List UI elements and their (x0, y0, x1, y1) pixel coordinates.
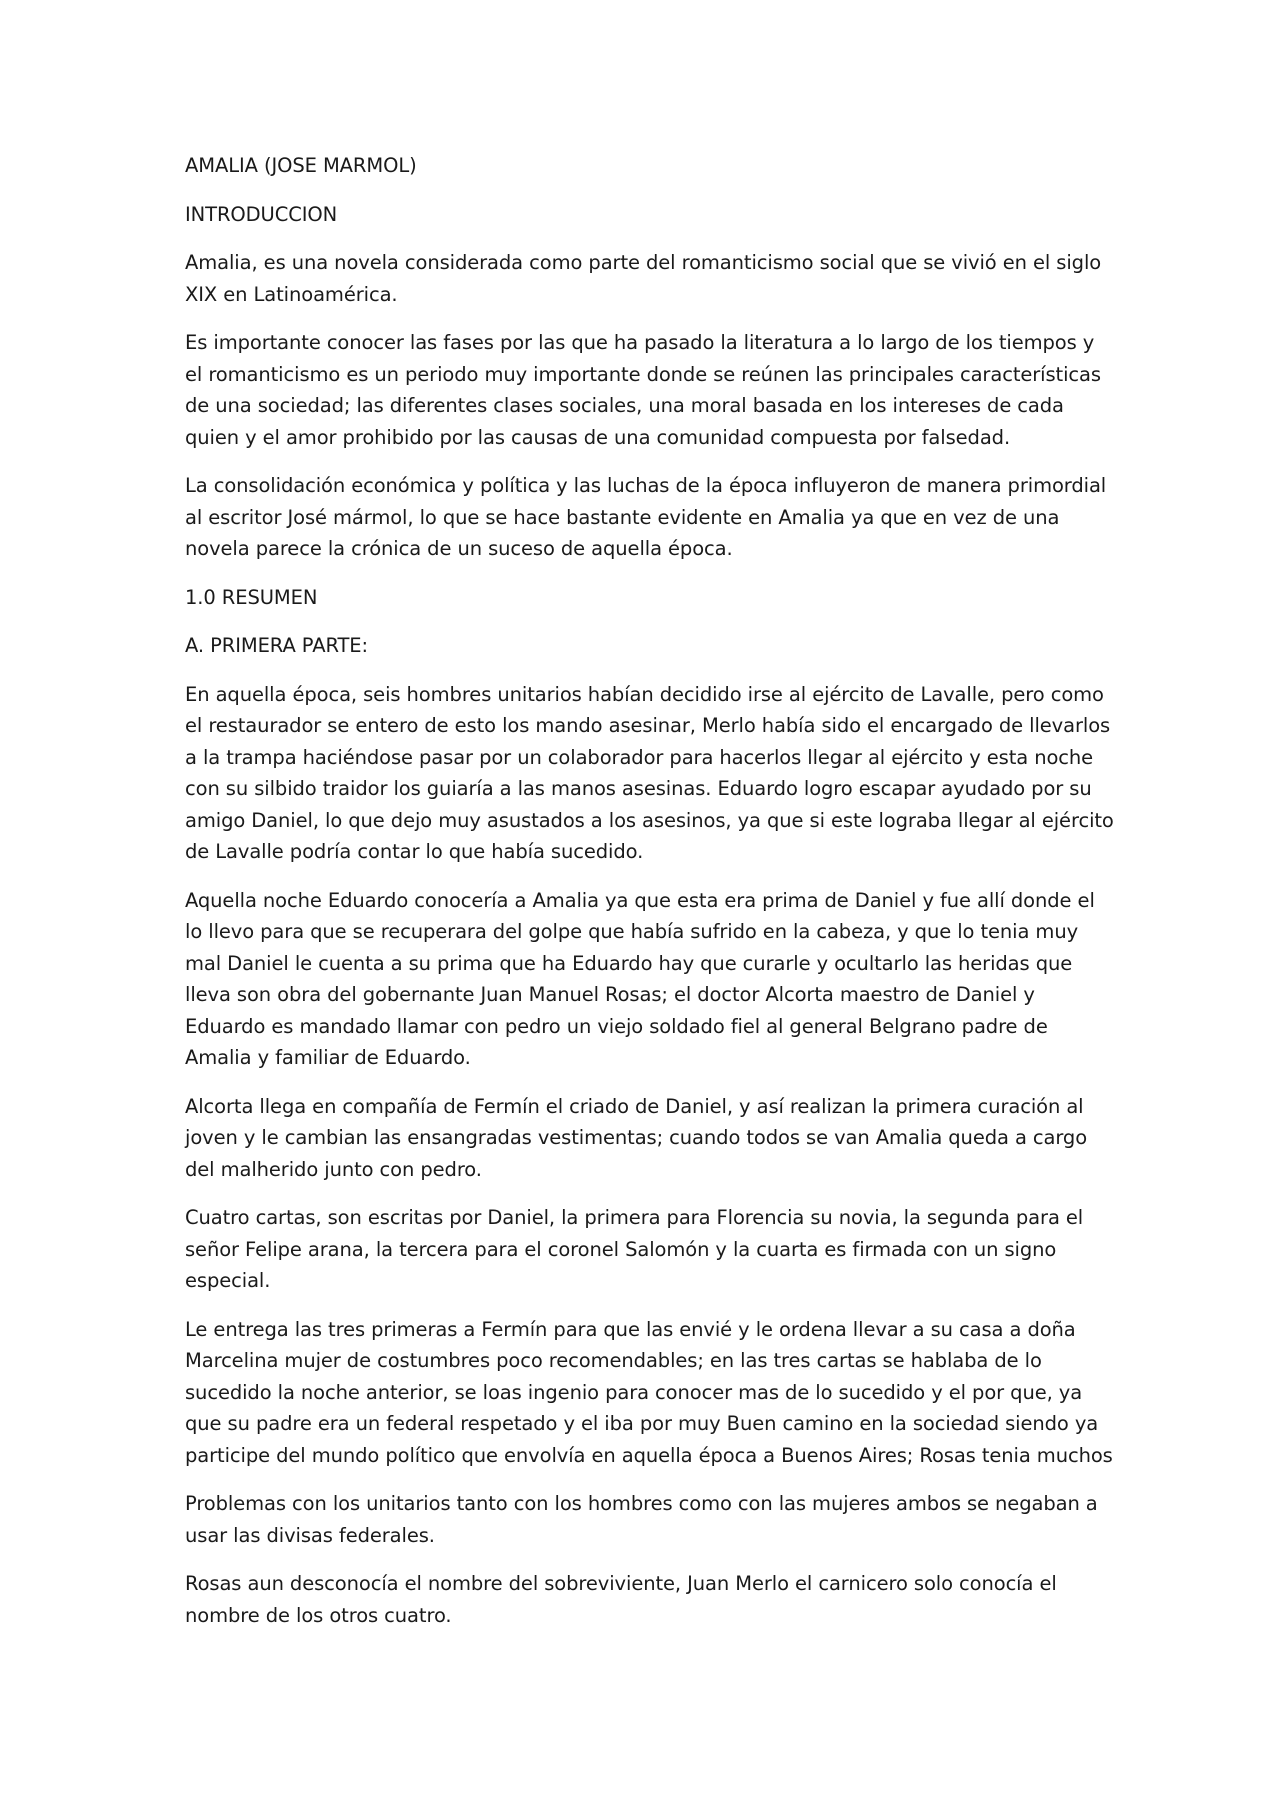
intro-paragraph: La consolidación económica y política y las luchas de la época influyeron de manera primordial al escritor José mármol, lo que se hace bastante evidente en Amalia ya que en vez de una novela parece la crónica de un suceso de aquella época. (185, 474, 1107, 560)
part-paragraph: Aquella noche Eduardo conocería a Amalia ya que esta era prima de Daniel y fue allí donde el lo llevo para que se recuperara del golpe que había sufrido en la cabeza, y que lo tenia muy mal Daniel le cuenta a su prima que ha Eduardo hay que curarle y ocultarlo las heridas que lleva son obra del gobernante Juan Manuel Rosas; el doctor Alcorta maestro de Daniel y Eduardo es mandado llamar con pedro un viejo soldado fiel al general Belgrano padre de Amalia y familiar de Eduardo. (185, 888, 1095, 1069)
part-paragraph: Rosas aun desconocía el nombre del sobreviviente, Juan Merlo el carnicero solo conocía el nombre de los otros cuatro. (185, 1572, 1057, 1627)
part-paragraph: Problemas con los unitarios tanto con los hombres como con las mujeres ambos se negaban a usar las divisas federales. (185, 1492, 1098, 1547)
part-paragraph: Cuatro cartas, son escritas por Daniel, la primera para Florencia su novia, la segunda para el señor Felipe arana, la tercera para el coronel Salomón y la cuarta es firmada con un signo especial. (185, 1206, 1084, 1292)
part-paragraph: En aquella época, seis hombres unitarios habían decidido irse al ejército de Lavalle, pero como el restaurador se entero de esto los mando asesinar, Merlo había sido el encargado de llevarlos a la trampa haciéndose pasar por un colaborador para hacerlos llegar al ejército y esta noche con su silbido traidor los guiaría a las manos asesinas. Eduardo logro escapar ayudado por su amigo Daniel, lo que dejo muy asustados a los asesinos, ya que si este lograba llegar al ejército de Lavalle podría contar lo que había sucedido. (185, 682, 1114, 863)
part-paragraph: Le entrega las tres primeras a Fermín para que las envié y le ordena llevar a su casa a doña Marcelina mujer de costumbres poco recomendables; en las tres cartas se hablaba de lo sucedido la noche anterior, se loas ingenio para conocer mas de lo sucedido y el por que, ya que su padre era un federal respetado y el iba por muy Buen camino en la sociedad siendo ya participe del mundo político que envolvía en aquella época a Buenos Aires; Rosas tenia muchos (185, 1317, 1113, 1467)
summary-heading: 1.0 RESUMEN (185, 585, 318, 609)
part-paragraph: Alcorta llega en compañía de Fermín el criado de Daniel, y así realizan la primera curación al joven y le cambian las ensangradas vestimentas; cuando todos se van Amalia queda a cargo del malherido junto con pedro. (185, 1094, 1088, 1181)
document-body (185, 150, 1115, 1648)
intro-heading: INTRODUCCION (185, 202, 338, 226)
intro-paragraph: Es importante conocer las fases por las que ha pasado la literatura a lo largo de los tiempos y el romanticismo es un periodo muy importante donde se reúnen las principales características de una sociedad; las diferentes clases sociales, una moral basada en los intereses de cada quien y el amor prohibido por las causas de una comunidad compuesta por falsedad. (185, 331, 1101, 449)
document-title: AMALIA (JOSE MARMOL) (185, 154, 417, 177)
part-heading: A. PRIMERA PARTE: (185, 634, 368, 657)
intro-paragraph: Amalia, es una novela considerada como parte del romanticismo social que se vivió en el siglo XIX en Latinoamérica. (185, 251, 1102, 306)
